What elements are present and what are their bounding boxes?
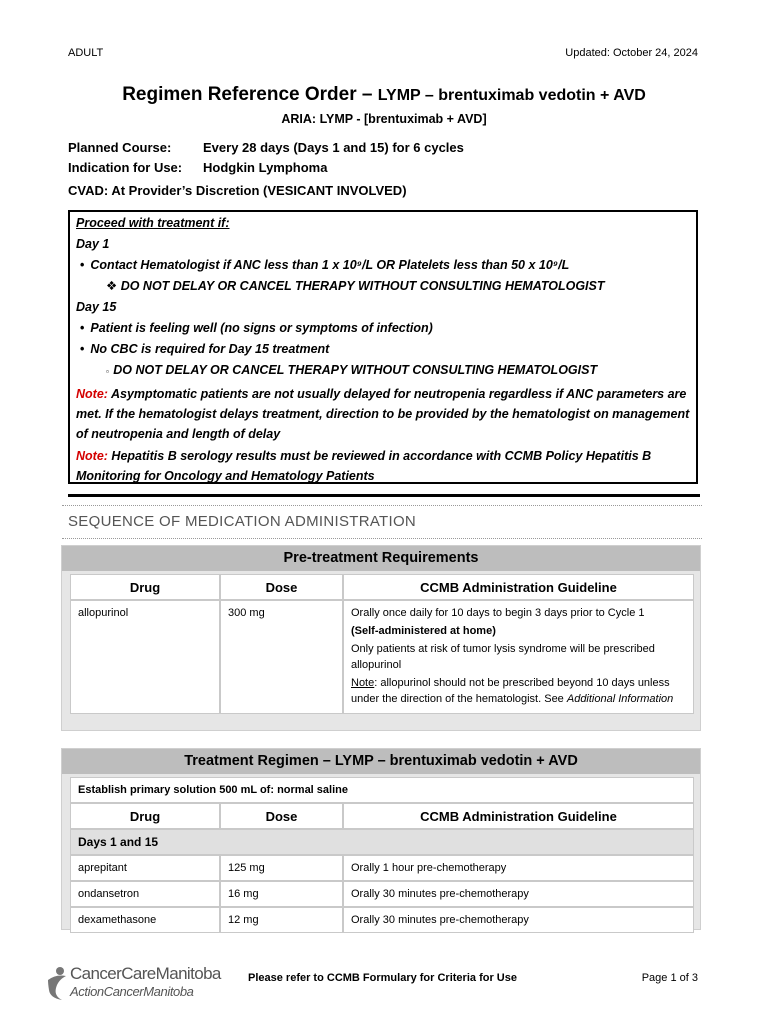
drug-cell: ondansetron [70,881,220,907]
adult-label: ADULT [68,47,104,59]
title-dash: – [356,84,378,105]
guideline-cell: Orally 30 minutes pre-chemotherapy [343,907,694,933]
cvad-line: CVAD: At Provider’s Discretion (VESICANT INVOLVED) [68,183,407,198]
square-bullet-icon: ▫ [106,367,114,376]
pretreatment-section [61,545,701,731]
table-row [70,855,694,881]
indication-label: Indication for Use: [68,160,183,175]
planned-course-value: Every 28 days (Days 1 and 15) for 6 cycles [203,140,464,155]
primary-solution: Establish primary solution 500 mL of: normal saline [70,777,694,803]
note-neutropenia: Note: Asymptomatic patients are not usually delayed for neutropenia regardless if ANC parameters are met. If the hematologist delays treatment, direction to be provided by the hematologist on management of neutropenia and length of delay [76,387,690,441]
days-label: Days 1 and 15 [70,829,694,855]
pretreatment-table [70,574,694,714]
day1-warning: ❖ DO NOT DELAY OR CANCEL THERAPY WITHOUT CONSULTING HEMATOLOGIST [106,279,605,293]
aria-code: ARIA: LYMP - [brentuximab + AVD] [281,112,487,126]
title-sub: LYMP – brentuximab vedotin + AVD [377,87,646,104]
col-guideline: CCMB Administration Guideline [343,574,694,600]
note-hepatitis: Note: Hepatitis B serology results must be reviewed in accordance with CCMB Policy Hepatitis B Monitoring for Oncology and Hematology Patients [76,449,652,483]
guideline-cell: Orally 1 hour pre-chemotherapy [343,855,694,881]
table-row [70,907,694,933]
regimen-table [70,777,694,933]
day15-heading: Day 15 [76,300,117,314]
updated-date: Updated: October 24, 2024 [565,47,698,59]
indication-value: Hodgkin Lymphoma [203,160,328,175]
logo-figure-icon [44,966,70,1002]
day1-heading: Day 1 [76,237,110,251]
day15-bullet-2: • No CBC is required for Day 15 treatment [76,339,690,360]
formulary-note: Please refer to CCMB Formulary for Criteria for Use [248,972,517,984]
note-label: Note: [76,449,108,463]
dotted-divider [62,505,702,506]
dose-cell: 16 mg [220,881,343,907]
day15-bullet-1: • Patient is feeling well (no signs or symptoms of infection) [76,318,690,339]
proceed-criteria-box [68,210,698,484]
col-dose: Dose [220,803,343,829]
course-info [68,138,464,178]
title-main: Regimen Reference Order [122,84,357,105]
col-guideline: CCMB Administration Guideline [343,803,694,829]
col-dose: Dose [220,574,343,600]
page-number: Page 1 of 3 [641,972,698,984]
day15-warning: ▫ DO NOT DELAY OR CANCEL THERAPY WITHOUT CONSULTING HEMATOLOGIST [106,363,598,377]
sequence-heading: SEQUENCE OF MEDICATION ADMINISTRATION [68,513,417,530]
primary-solution-row [70,777,694,803]
guideline-cell [343,600,694,714]
planned-course-label: Planned Course: [68,140,172,155]
guideline-text: Only patients at risk of tumor lysis syndrome will be prescribed allopurinol [351,643,655,671]
table-header-row [70,803,694,829]
drug-cell: aprepitant [70,855,220,881]
diamond-icon: ❖ [106,279,121,293]
dotted-divider [62,538,702,539]
days-row [70,829,694,855]
drug-cell: allopurinol [70,600,220,714]
table-row [70,881,694,907]
divider [68,494,700,497]
col-drug: Drug [70,803,220,829]
note-label: Note: [76,387,108,401]
guideline-note: Note: allopurinol should not be prescribed beyond 10 days unless under the direction of the hematologist. See Additional Information [351,677,674,705]
proceed-heading: Proceed with treatment if: [76,216,230,230]
day1-bullet: • Contact Hematologist if ANC less than 1 x 10⁹/L OR Platelets less than 50 x 10⁹/L [76,255,690,276]
regimen-section [61,748,701,930]
col-drug: Drug [70,574,220,600]
dose-cell: 125 mg [220,855,343,881]
drug-cell: dexamethasone [70,907,220,933]
guideline-self-admin: (Self-administered at home) [351,625,496,637]
logo-text-secondary: ActionCancerManitoba [70,984,194,999]
table-row [70,600,694,714]
cancercare-logo [44,964,219,1010]
guideline-cell: Orally 30 minutes pre-chemotherapy [343,881,694,907]
guideline-text: Orally once daily for 10 days to begin 3 days prior to Cycle 1 [351,607,645,619]
pretreatment-title: Pre-treatment Requirements [62,546,700,571]
dose-cell: 12 mg [220,907,343,933]
table-header-row [70,574,694,600]
regimen-title: Treatment Regimen – LYMP – brentuximab vedotin + AVD [62,749,700,774]
additional-info-ref: Additional Information [566,693,674,705]
logo-text-primary: CancerCareManitoba [70,964,221,983]
dose-cell: 300 mg [220,600,343,714]
page-title [0,84,768,106]
